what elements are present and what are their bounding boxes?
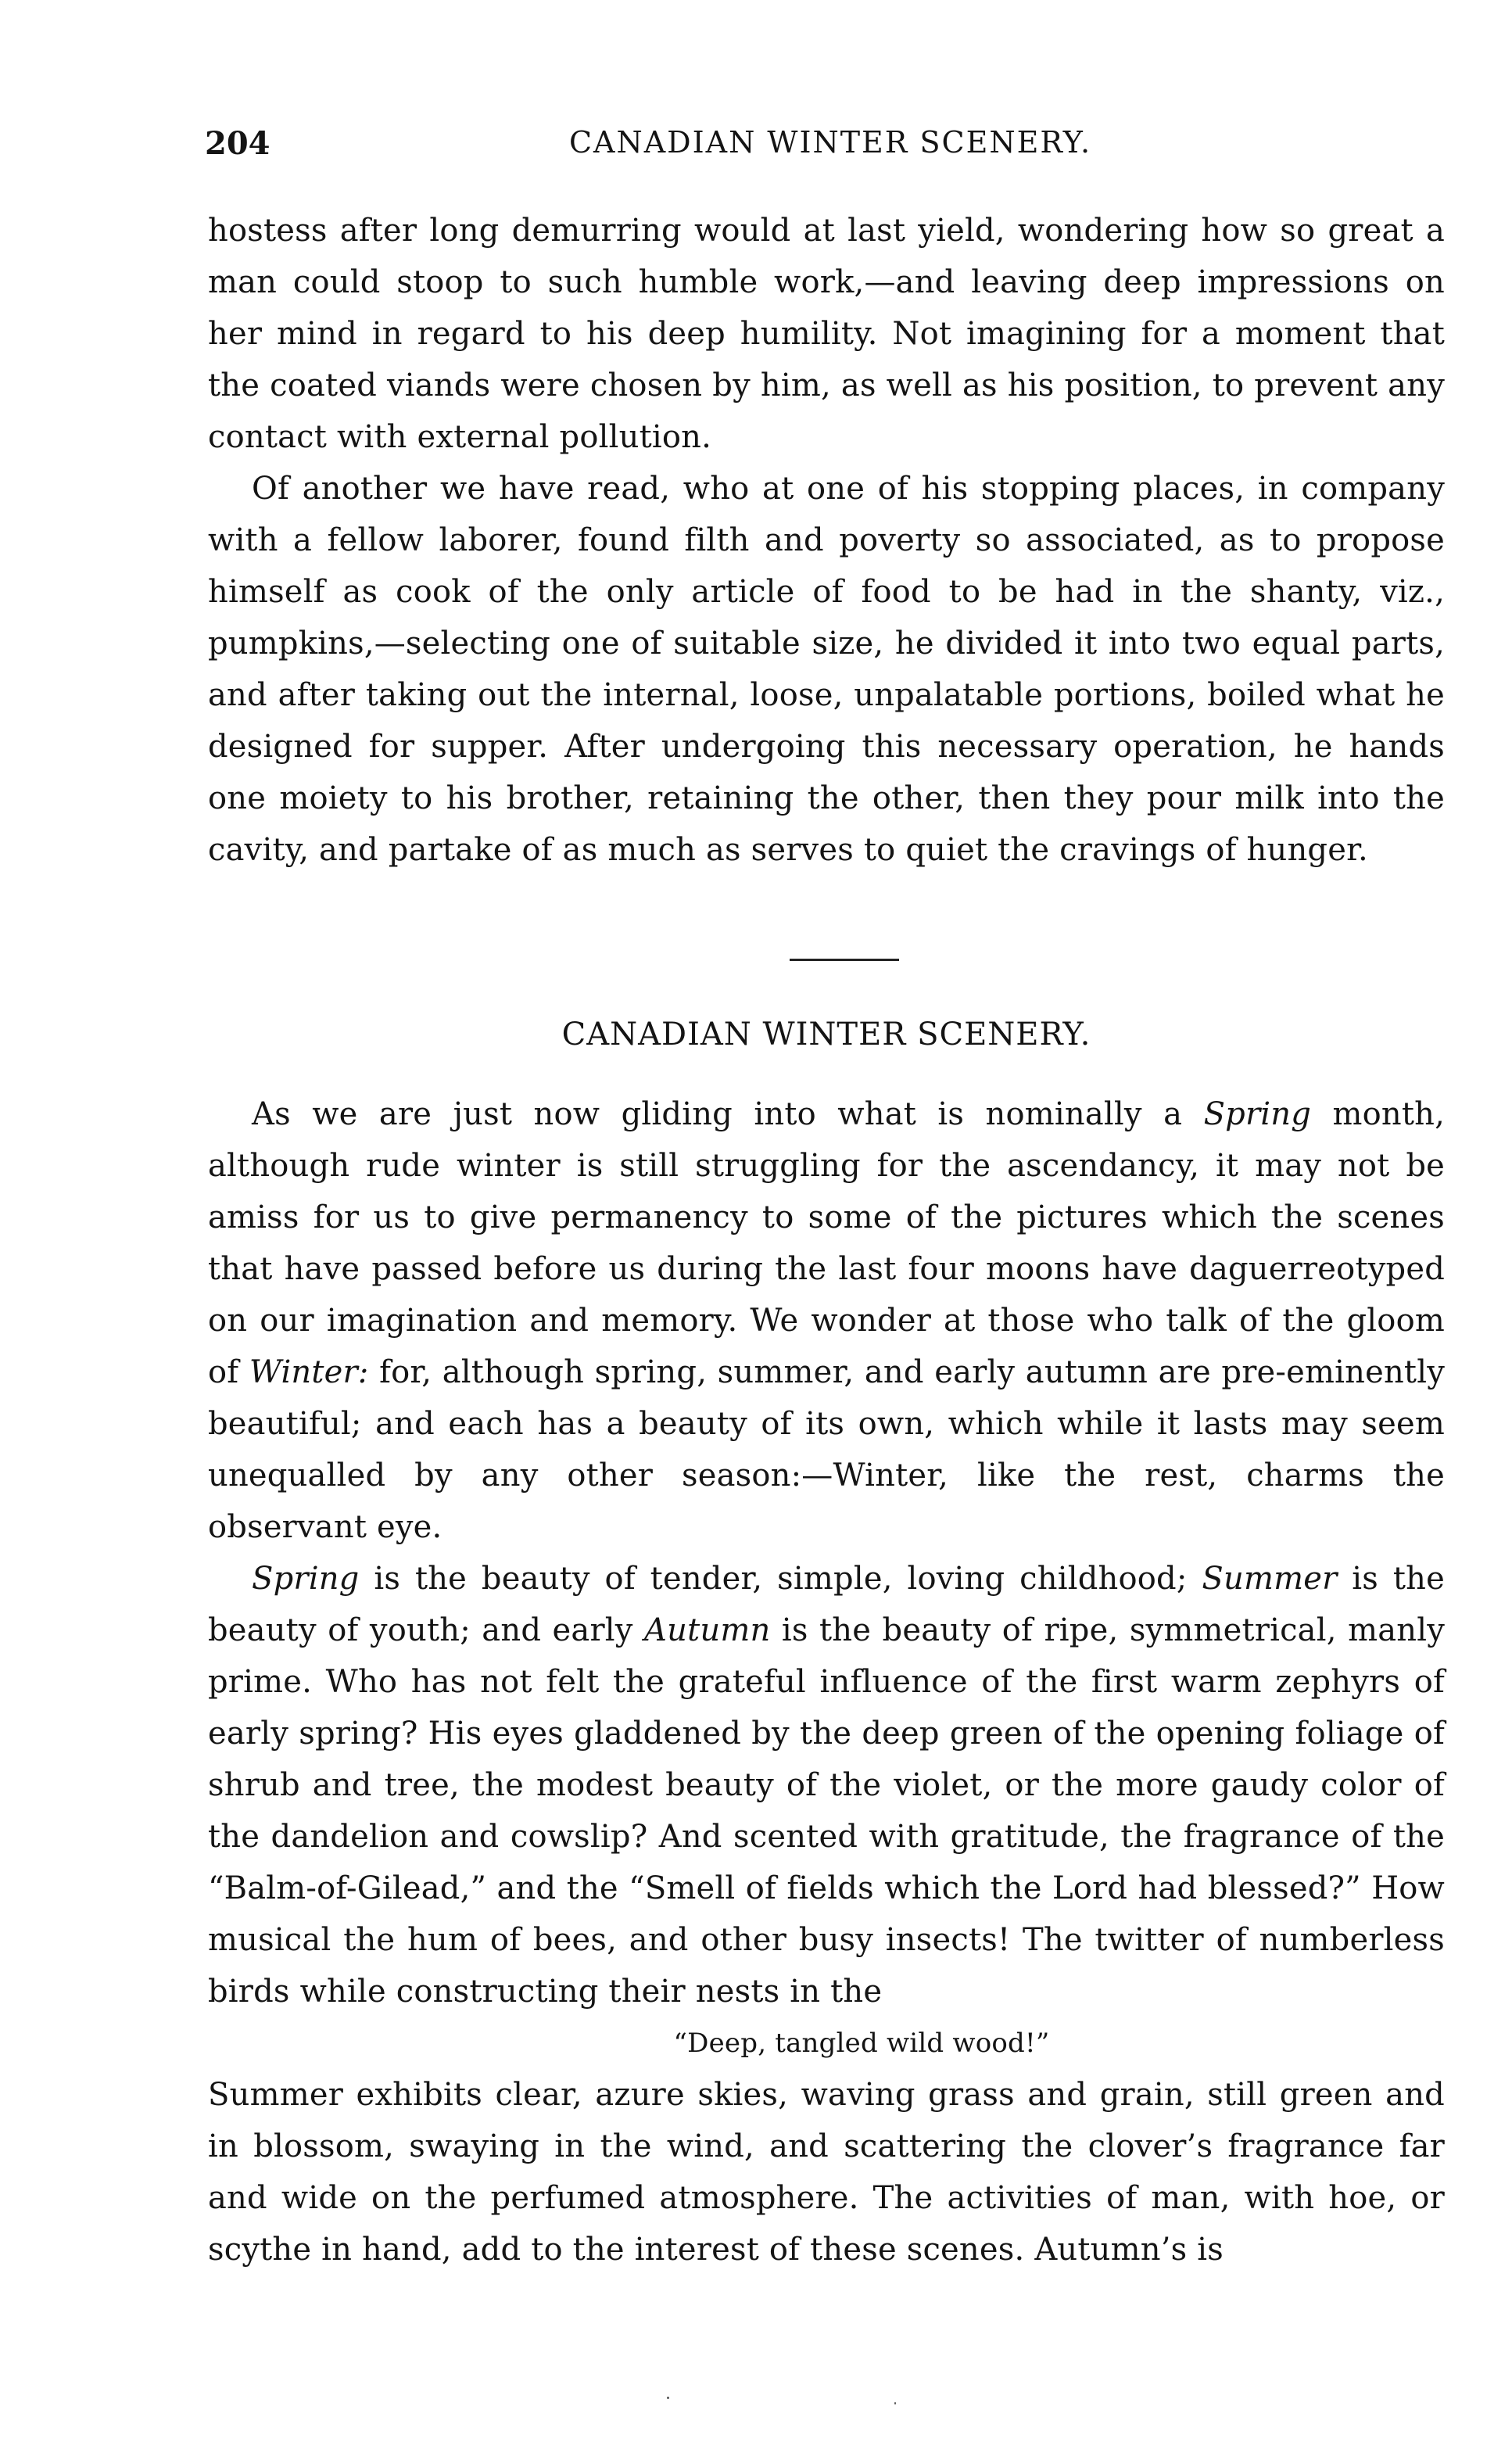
- section-one-body: [208, 205, 1445, 876]
- running-header: [205, 125, 1448, 180]
- section-two-body: [208, 1088, 1445, 2275]
- page-number: 204: [205, 125, 271, 162]
- running-title: CANADIAN WINTER SCENERY.: [568, 125, 1092, 160]
- paragraph-hostess: hostess after long demurring would at last yield, wondering how so great a man could stoop to such humble work,—and leaving deep impressions on her mind in regard to his deep humility. Not imagining for a moment that the coated viands were chosen by him, as well as his position, to prevent any contact with external pollution.: [208, 213, 1445, 455]
- print-speck: [894, 2402, 896, 2404]
- quotation-line: “Deep, tangled wild wood!”: [673, 2028, 1050, 2059]
- paragraph-spring-month: As we are just now gliding into what is nominally a Spring month, although rude winter is still struggling for the ascendancy, it may not be amiss for us to give permanency to some of the pictures which the scenes that have passed before us during the last four moons have daguerreotyped on our imagination and memory. We wonder at those who talk of the gloom of Winter: for, although spring, summer, and early autumn are pre-eminently beautiful; and each has a beauty of its own, which while it lasts may seem unequalled by any other season:—Winter, like the rest, charms the observant eye.: [208, 1096, 1445, 1545]
- paragraph-pumpkins: Of another we have read, who at one of his stopping places, in company with a fellow laborer, found filth and poverty so associated, as to propose himself as cook of the only article of food to be had in the shanty, viz., pumpkins,—selecting one of suitable size, he divided it into two equal parts, and after taking out the internal, loose, unpalatable portions, boiled what he designed for supper. After undergoing this necessary operation, he hands one moiety to his brother, retaining the other, then they pour milk into the cavity, and partake of as much as serves to quiet the cravings of hunger.: [208, 471, 1445, 868]
- section-heading: CANADIAN WINTER SCENERY.: [561, 1017, 1091, 1052]
- print-speck: [667, 2397, 669, 2399]
- section-divider-rule: [790, 959, 899, 961]
- paragraph-summer: Summer exhibits clear, azure skies, waving grass and grain, still green and in blossom, swaying in the wind, and scattering the clover’s fragrance far and wide on the perfumed atmosphere. The activities of man, with hoe, or scythe in hand, add to the interest of these scenes. Autumn’s is: [208, 2077, 1445, 2268]
- paragraph-seasons: Spring is the beauty of tender, simple, loving childhood; Summer is the beauty of youth; and early Autumn is the beauty of ripe, symmetrical, manly prime. Who has not felt the grateful influence of the first warm zephyrs of early spring? His eyes gladdened by the deep green of the opening foliage of shrub and tree, the modest beauty of the violet, or the more gaudy color of the dandelion and cowslip? And scented with gratitude, the fragrance of the “Balm-of-Gilead,” and the “Smell of fields which the Lord had blessed?” How musical the hum of bees, and other busy insects! The twitter of numberless birds while constructing their nests in the: [208, 1561, 1445, 2010]
